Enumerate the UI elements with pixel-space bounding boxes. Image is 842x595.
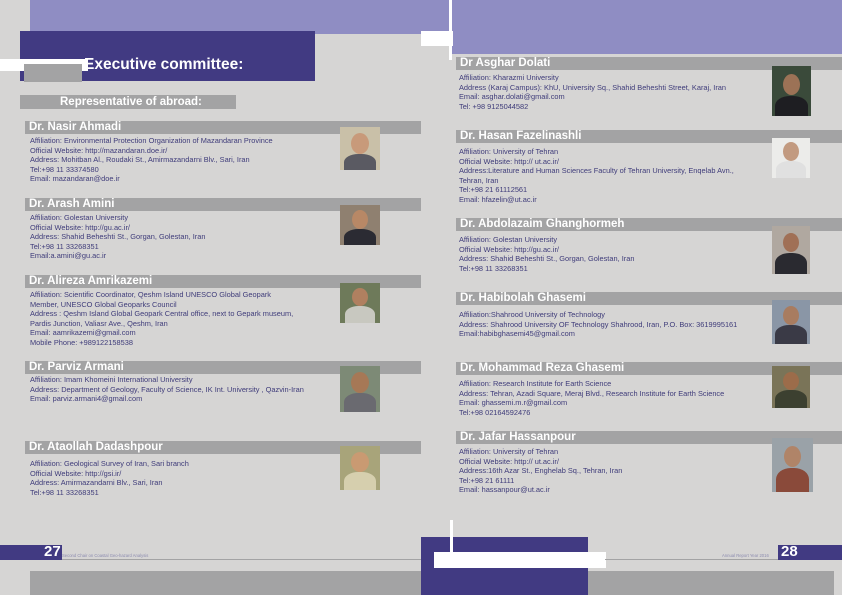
member-info: Affiliation: Kharazmi University Address (Karaj Campus): KhU, University Sq., Shahid Beheshti Street, Karaj, Iran Email: asghar.dolati@gmail.com Tel: +98 9125044582 xyxy=(459,73,727,111)
footer-text-left: Second Chair on Coastal Geo-hazard Analysis xyxy=(62,553,149,558)
member-photo xyxy=(340,446,380,490)
member-photo xyxy=(340,283,380,323)
member-name: Dr. Jafar Hassanpour xyxy=(456,431,842,444)
page-number-right: 28 xyxy=(781,543,798,560)
member-info: Affiliation: University of Tehran Official Website: http:// ut.ac.ir/ Address:16th Azar St., Enghelab Sq., Tehran, Iran Tel:+98 21 61111 Email: hassanpour@ut.ac.ir xyxy=(459,447,623,495)
member-photo xyxy=(772,138,810,178)
member-photo xyxy=(340,366,380,412)
member-name: Dr. Abdolazaim Ghanghormeh xyxy=(456,218,842,231)
member-name: Dr. Mohammad Reza Ghasemi xyxy=(456,362,842,375)
footer-center-white-bar xyxy=(434,552,606,568)
section-subtitle: Representative of abroad: xyxy=(20,95,236,109)
member-name: Dr. Arash Amini xyxy=(25,198,421,211)
footer-line-right xyxy=(605,559,778,560)
member-info: Affiliation: Environmental Protection Organization of Mazandaran Province Official Website: http://mazandaran.doe.ir/ Address: Mohitban Al., Roudaki St., Amirmazandarni Blv., Sari, Iran Tel:+98 11 33374580 Email: mazandaran@doe.ir xyxy=(30,136,273,184)
member-photo xyxy=(772,438,813,492)
member-photo xyxy=(340,127,380,170)
center-divider-line xyxy=(449,0,452,60)
member-name: Dr. Hasan Fazelinashli xyxy=(456,130,842,143)
member-name: Dr. Alireza Amrikazemi xyxy=(25,275,421,288)
member-info: Affiliation: Scientific Coordinator, Qeshm Island UNESCO Global Geopark Member, UNESCO Global Geoparks Council Address : Qeshm Island Global Geopark Central office, next to Gepark museum, Pardis Junction, Valiasr Ave., Qeshm, Iran Email: aamrikazemi@gmail.com Mobile Phone: +989122158538 xyxy=(30,290,294,347)
member-name: Dr. Parviz Armani xyxy=(25,361,421,374)
page-number-left: 27 xyxy=(44,543,61,560)
member-name: Dr. Habibolah Ghasemi xyxy=(456,292,842,305)
member-name: Dr. Ataollah Dadashpour xyxy=(25,441,421,454)
member-info: Affiliation: Golestan University Official Website: http://gu.ac.ir/ Address: Shahid Beheshti St., Gorgan, Golestan, Iran Tel:+98 11 33268351 Email:a.amini@gu.ac.ir xyxy=(30,213,206,261)
member-info: Affiliation: University of Tehran Official Website: http:// ut.ac.ir/ Address:Literature and Human Sciences Faculty of Tehran University, Enqelab Avn., Tehran, Iran Tel:+98 21 61112561 Email: hfazelin@ut.ac.ir xyxy=(459,147,734,204)
member-info: Affiliation:Shahrood University of Technology Address: Shahrood University OF Technology Shahrood, Iran, P.O. Box: 3619995161 Email:habibghasemi45@gmail.com xyxy=(459,310,738,339)
footer-bottom-grey-left xyxy=(30,571,421,595)
member-photo xyxy=(772,66,811,116)
member-info: Affiliation: Research Institute for Earth Science Address: Tehran, Azadi Square, Meraj Blvd., Research Institute for Earth Science Email: ghassemi.m.r@gmail.com Tel:+98 02164592476 xyxy=(459,379,725,417)
member-photo xyxy=(772,226,810,274)
footer-bottom-grey-right xyxy=(588,571,834,595)
footer-line-left xyxy=(62,559,422,560)
member-name: Dr Asghar Dolati xyxy=(456,57,842,70)
member-info: Affiliation: Golestan University Official Website: http://gu.ac.ir/ Address: Shahid Beheshti St., Gorgan, Golestan, Iran Tel:+98 11 33268351 xyxy=(459,235,635,273)
page-title: Executive committee: xyxy=(84,56,244,73)
header-accent-grey xyxy=(24,64,82,82)
top-right-purple-block xyxy=(452,0,842,54)
member-info: Affiliation: Geological Survey of Iran, Sari branch Official Website: http://gsi.ir/ Address: Amirmazandarni Blv., Sari, Iran Tel:+98 11 33268351 xyxy=(30,459,189,497)
member-photo xyxy=(772,300,810,344)
member-info: Affiliation: Imam Khomeini International University Address: Department of Geology, Faculty of Science, IK Int. University , Qazvin-Iran Email: parviz.armani4@gmail.com xyxy=(30,375,304,404)
member-photo xyxy=(340,205,380,245)
footer-text-right: Annual Report Year 2016 xyxy=(722,553,769,558)
member-name: Dr. Nasir Ahmadi xyxy=(25,121,421,134)
footer-center-divider xyxy=(450,520,453,566)
member-photo xyxy=(772,366,810,408)
